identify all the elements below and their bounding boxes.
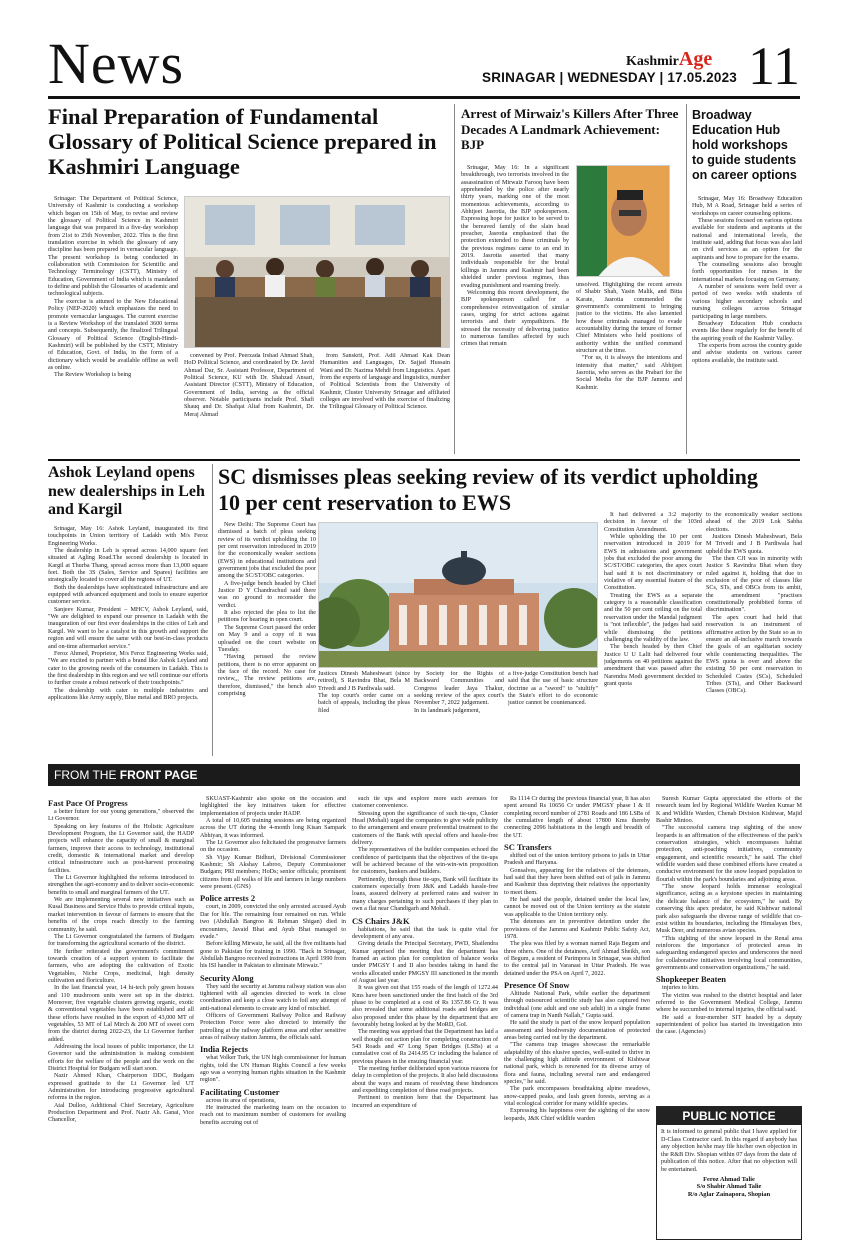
- continuation-paragraph: SKUAST-Kashmir also spoke on the occasion and highlighted the key initiatives taken for effective implementation of projects under HADP.: [200, 796, 346, 817]
- sc-paragraph: The bench headed by then Chief Justice U U Lalit had delivered four judgements on 40 petitions against the amendment that was passed after the Narendra Modi government decided to grant quota: [604, 644, 702, 687]
- continuation-paragraph: such tie ups and explore more such avenues for customer convenience.: [352, 796, 498, 810]
- lead-headline: Final Preparation of Fundamental Glossary of Political Science prepared in Kashmiri Language: [48, 104, 437, 179]
- sc-paragraph: New Delhi: The Supreme Court has dismissed a batch of pleas seeking review of its verdict upholding the 10 per cent reservation introduced in 2019 for the economically weaker sections (EWS) in educational institutions and government jobs that excluded the poor among the SC/ST/OBC categories.: [218, 522, 316, 580]
- continuation-paragraph: what Volker Turk, the UN high commissioner for human rights, told the UN Human Rights Council a few weeks ago was a worrying human rights situation in the Kashmir region".: [200, 1055, 346, 1084]
- continuation-paragraph: The Lt Governor congratulated the farmers of Budgam for transforming the agricultural scenario of the district.: [48, 933, 194, 948]
- brand-logo-age: Age: [678, 48, 713, 70]
- broadway-body: [692, 196, 802, 456]
- spokesperson-photo-image: [577, 166, 670, 277]
- continuation-paragraph: The detenues are in preventive detention under the provisions of the Jammu and Kashmir Public Safety Act, 1978.: [504, 919, 650, 940]
- sc-column-5: [706, 512, 802, 756]
- continuation-paragraph: Pertinently, through these tie-ups, Bank will facilitate its customers especially from J&K and Ladakh hassle-free loans, assured delivery at preferred rates and waiver in many charges pertaining to such purchases if they plan to own a flat near Chandigarh and Mohali.: [352, 876, 498, 913]
- ashok-body: [48, 526, 208, 751]
- workshop-photo: [184, 196, 450, 348]
- section-title: News: [48, 31, 185, 96]
- broadway-paragraph: The experts from across the country guide and advise students on various career options available, the institute said.: [692, 342, 802, 364]
- workshop-photo-image: [185, 197, 450, 348]
- continuation-paragraph: He said a four-member SIT headed by a deputy superintendent of police has started its investigation into the case. (Agencies): [656, 1014, 802, 1036]
- continuation-paragraph: Addressing the local issues of public importance, the Lt Governor said the administration is making consistent efforts for the welfare of the people and the work on the District Hospital for Budgam will start soon.: [48, 1044, 194, 1073]
- lead-column-3: from Sanskrit, Prof. Adil Ahmad Kak Dean Humanities and Languages, Dr. Sajjad Hussain Wani and Dr. Nazima Mehdi from Linguistics. Apart from the experts of language and linguistics, number of Political Scientists from the University of Kashmir, Cluster University Srinagar and affiliated colleges are involved with the exercise of finalizing the Trilingual Glossary of Political Science.: [320, 353, 450, 411]
- mirwaiz-headline: Arrest of Mirwaiz's Killers After Three Decades A Landmark Achievement: BJP: [461, 106, 679, 152]
- public-notice-body: It is informed to general public that I have applied for D-Class Contractor card. In this regard if anybody has any objection he/she may file his/her own objection in the R&B Div. Shopian within 07 days from the date of publication of this notice. After that no objection will be entertained.: [661, 1128, 797, 1173]
- continuation-subhead: India Rejects: [200, 1044, 248, 1055]
- continuation-paragraph: The Lt Governor highlighted the reforms introduced to strengthen the agri-economy and to deliver socio-economic benefits to small and marginal farmers of the UT.: [48, 875, 194, 896]
- continuation-paragraph: We are implementing several new initiatives such as Kusal Business and Service Hubs to provide critical inputs, market intervention in favour of farmers to ensure that the benefits of the crops reach directly to the farming community, he said.: [48, 897, 194, 933]
- dateline: SRINAGAR | WEDNESDAY | 17.05.2023: [482, 70, 737, 85]
- broadway-headline: Broadway Education Hub hold workshops to guide students on career options: [692, 108, 797, 182]
- masthead-rule: [48, 96, 800, 99]
- front-page-banner-label: FRONT PAGE: [119, 768, 198, 782]
- continuation-paragraph: The plea was filed by a woman named Raja Begum and three others. One of the detainees, Arif Ahmad Sheikh, son of Begum, a resident of Parimpora in Srinagar, was shifted to the central jail in Varanasi in Uttar Pradesh. He was detained under the PSA on April 7, 2022.: [504, 941, 650, 977]
- brand-logo: [626, 48, 712, 71]
- sc-paragraph: The Supreme Court passed the order on May 9 and a copy of it was uploaded on the court website on Tuesday.: [218, 624, 316, 653]
- continuation-paragraph: "The successful camera trap sighting of the snow leopards is an affirmation of the effectiveness of the park's conservation strategies, which encompasses habitat protection, anti-poaching initiatives, community engagement, and scientific research," he said. The chief wildlife warden said these combined efforts have created a conducive environment for the snow leopard population to flourish within the park's boundaries and adjoining areas.: [656, 825, 802, 883]
- continuation-paragraph: Pertinent to mention here that the Department has incurred an expenditure of: [352, 1095, 498, 1109]
- continuation-subhead: Presence Of Snow: [504, 979, 570, 990]
- continuation-paragraph: Speaking on key features of the Holistic Agriculture Development Program, the Lt Governor said, the HADP projects will enhance the capacity of small & marginal farmers, improve their access to technology, institutional credit, domestic & international market and develop critical infrastructure such as post-harvest processing facilities.: [48, 823, 194, 874]
- ashok-paragraph: Srinagar, May 16: Ashok Leyland, inaugurated its first touchpoints in Union territory of Ladakh with M/s Feroz Engineering Works.: [48, 526, 208, 547]
- continuation-subhead: Security Along: [200, 972, 254, 983]
- continuation-column-5: [656, 796, 802, 1086]
- ashok-paragraph: Both the dealerships have sophisticated infrastructure and are equipped with advanced equipment and tools to ensure superior customer service.: [48, 584, 208, 606]
- sc-column-1: [218, 522, 316, 742]
- ashok-paragraph: Sanjeev Kumar, President – MHCV, Ashok Leyland, said, "We are delighted to expand our presence in Ladakh with the inauguration of our first ever dealerships in the cities of Leh and Kargil. We want to be a catalyst in this growth and support the region and will ensure the same with our best-in-class products and on-time aftermarket service.": [48, 606, 208, 650]
- continuation-paragraph: Expressing his happiness over the sighting of the snow leopards, J&K Chief wildlife warden: [504, 1108, 650, 1122]
- continuation-paragraph: A total of 10,605 training sessions are being organized across the UT during the 4-month long Kisan Sampark Abhiyan, it was informed.: [200, 818, 346, 839]
- continuation-paragraph: Rs 1114 Cr during the previous financial year, It has also spent around Rs 10656 Cr under PMGSY phase I & II completing record number of 2781 Roads and 186 LSBs of the cumulative length of about 17800 Kms thereby connecting 2096 habitations in the length and breadth of the UT.: [504, 796, 650, 839]
- continuation-paragraph: a better future for our young generations," observed the Lt Governor.: [48, 809, 194, 823]
- mirwaiz-paragraph: "For us, it is always the intentions and intensity that matter," said Abhijeet Jasrotia, who serves as the Prabari for the Social Media for the BJP Jammu and Kashmir.: [576, 355, 682, 391]
- sc-paragraph: to the economically weaker sections ahead of the 2019 Lok Sabha elections.: [706, 512, 802, 533]
- continuation-paragraph: The park encompasses breathtaking alpine meadows, snow-capped peaks, and lush green forests, serving as a vital ecological corridor for many wildlife species.: [504, 1086, 650, 1108]
- continuation-paragraph: He instructed the marketing team on the occasion to reach out to maximum number of customers for availing benefits accruing out of: [200, 1105, 346, 1126]
- sc-paragraph: While upholding the 10 per cent reservation introduced in 2019 for EWS in admissions and government jobs that excluded the poor among the SC/ST/OBC categories, the apex court had said it is not discriminatory or violative of any essential feature of the Constitution.: [604, 534, 702, 592]
- continuation-paragraph: across its area of operations,: [206, 1097, 276, 1104]
- continuation-paragraph: The meeting was apprised that the Department has laid a well thought out action plan for completing construction of 543 Roads and 47 Long Span Bridges (LSBs) at a cumulative cost of Rs 2414.95 Cr including the balance of previous phases in the ensuing financial year.: [352, 1029, 498, 1065]
- sc-paragraph: It had delivered a 3:2 majority decision in favour of the 103rd Constitution Amendment.: [604, 512, 702, 533]
- continuation-paragraph: He said the study is part of the snow leopard population assessment and biodiversity documentation of protected areas being carried out by the department.: [504, 1020, 650, 1041]
- lead-column-1: [48, 196, 178, 456]
- signature-line: Feroz Ahmad Talie: [703, 1175, 755, 1183]
- spokesperson-photo: [576, 165, 670, 277]
- broadway-paragraph: A number of sessions were held over a period of two weeks with students of various higher secondary schools and nursing colleges across Srinagar participating in large numbers.: [692, 284, 802, 320]
- mirwaiz-column-2: [576, 282, 682, 455]
- lead-paragraph: The Review Workshop is being: [54, 372, 132, 379]
- ashok-paragraph: Feroz Ahmed, Proprietor, M/s Feroz Engineering Works said, "We are excited to partner with a brand like Ashok Leyland and cater to the growing needs of the consumers in Ladakh. This is the first dealership in this region and we will continue our efforts to further create a robust network of their touchpoints.": [48, 650, 208, 687]
- sc-paragraph: A five-judge bench headed by Chief Justice D Y Chandrachud said there was no ground to reconsider the verdict.: [218, 580, 316, 609]
- continuation-paragraph: It was given out that 155 roads of the length of 1272.44 Kms have been sanctioned under the first batch of the 3rd phase to be completed at a cost of Rs 1357.86 Cr. It was also revealed that some additional roads and bridges are also proposed under this phase by the department that are favourably being looked at by the MoRD, GoI.: [352, 985, 498, 1028]
- continuation-paragraph: The Lt Governor also felicitated the progressive farmers on the occasion.: [200, 840, 346, 854]
- continuation-subhead: CS Chairs J&K: [352, 915, 410, 926]
- sc-column-3b: a five-judge Constitution bench had said that the use of basic structure doctrine as a "sword" to "stultify" the State's effort to do economic justice cannot be countenanced.: [508, 671, 598, 707]
- front-page-banner-prefix: FROM THE: [54, 768, 120, 782]
- continuation-paragraph: "The snow leopard holds immense ecological significance, acting as a keystone species in maintaining the delicate balance of the ecosystem," he said. By conserving this apex predator, he said Kishtwar national park also safeguards the diverse range of wildlife that co-exist within its boundaries, including the Himalayan Ibex, Musk Deer, and numerous avian species.: [656, 884, 802, 935]
- continuation-paragraph: He had said the people, detained under the local law, cannot be moved out of the Union territory as the statute was applicable to the Union territory only.: [504, 897, 650, 918]
- public-notice-signature: [657, 1176, 801, 1199]
- continuation-paragraph: Giving details the Principal Secretary, PWD, Shailendra Kumar apprised the meeting that the department has framed an action plan for completion of balance works under PMGSY I and II also besides taking in hand the works allocated under PMGSY III sanctioned in the month of August last year.: [352, 941, 498, 984]
- continuation-paragraph: Altitude National Park, while earlier the department through outsourced scientific study has also captured two individual (one adult and one sub adult) in a single frame of camera trap in Nanth Nallah," Gupta said.: [504, 990, 650, 1019]
- sc-paragraph: Treating the EWS as a separate category is a reasonable classification and the 50 per cent ceiling on the total reservation under the Mandal judgment is "not inflexible", the judges had said while dismissing the petitions challenging the validity of the law.: [604, 592, 702, 643]
- sc-paragraph: It also rejected the plea to list the petitions for hearing in open court.: [218, 610, 316, 624]
- sc-column-1b: Justices Dinesh Maheshwari (since retired), S Ravindra Bhat, Bela M Trivedi and J B Pardiwala said. The top court's order came on a batch of appeals, including the pleas filed: [318, 671, 410, 714]
- mirwaiz-paragraph: Srinagar, May 16: In a significant breakthrough, two terrorists involved in the assassination of Mirwaiz Farooq have been apprehended by the police after nearly thirty years, marking one of the most momentous achievements, according to Abhijeet Jasrotia, the BJP spokesperson. Expressing hope for justice to be served to the bereaved family of the slain head preacher, Jasrotia emphasized that the protection extended to these criminals by the previous regimes came to an end in 2019. Jasrotia asserted that many individuals responsible for the brutal killings in Jammu and Kashmir had been shielded under previous regimes, thus evading punishment and roaming freely.: [461, 165, 569, 289]
- continuation-subhead: Shopkeeper Beaten: [656, 974, 726, 985]
- column-divider: [212, 464, 213, 756]
- continuation-paragraph: Nazir Ahmed Khan, Chairperson DDC, Budgam expressed gratitude to the Lt Governor led UT Administration for introducing progressive agricultural reforms in the region.: [48, 1073, 194, 1102]
- continuation-paragraph: Officers of Government Railway Police and Railway Protection Force were also directed to intensify the patrolling at the railway platform areas and other sensitive areas of railway station Jammu, the officials said.: [200, 1012, 346, 1041]
- public-notice: [656, 1106, 802, 1240]
- continuation-subhead: Police arrests 2: [200, 893, 256, 904]
- sc-paragraph: Justices Dinesh Maheshwari, Bela M Trivedi and J B Pardiwala had upheld the EWS quota.: [706, 534, 802, 555]
- continuation-paragraph: "This sighting of the snow leopard in the Renal area reinforces the importance of protected areas in safeguarding endangered species and underscores the need for collaborative initiatives involving local communities, governments and conservation organizations," he said.: [656, 935, 802, 971]
- continuation-paragraph: Atal Dulloo, Additional Chief Secretary, Agriculture Production Department and Prof. Nazir Ah. Ganai, Vice Chancellor,: [48, 1102, 194, 1124]
- sc-column-4: [604, 512, 702, 756]
- ashok-paragraph: The dealership with cater to multiple industries and applications like Army supply, Blue metal and BRO projects.: [48, 687, 208, 701]
- continuation-paragraph: The meeting further deliberated upon various reasons for delay in completion of the projects. It also held discussions about the ways and means of resolving these hindrances and expediting completion of these road projects.: [352, 1066, 498, 1095]
- brand-logo-kashmir: Kashmir: [626, 54, 679, 69]
- continuation-column-3: [352, 796, 498, 1240]
- continuation-paragraph: Stressing upon the significance of such tie-ups, Cluster Head (Mohali) urged the companies to give wide publicity to the arrangement and ensure preferential treatment to the customers of the Bank with special offers and hassle-free delivery.: [352, 810, 498, 847]
- public-notice-title: PUBLIC NOTICE: [657, 1107, 801, 1125]
- continuation-paragraph: In the last financial year, 14 hi-tech poly green houses and 110 mushroom units were set up in the district. Moreover, five vegetable clusters growing organic, exotic & conventional vegetables have been established and all these efforts have resulted in the export of 43,000 MT of vegetables, 53 MT of Lal Mirch & 200 MT of sweet corn from the district during 2022-23, the Lt Governor further added.: [48, 985, 194, 1043]
- continuation-paragraph: Gonsalves, appearing for the relatives of the detenues, had said that they have been shifted out of jails in Jammu and Kashmir thus depriving their relatives the opportunity to meet them.: [504, 867, 650, 896]
- mirwaiz-paragraph: unsolved. Highlighting the recent arrests of Shabir Shah, Yasin Malik, and Bitta Karate, Jasrotia commended the government's commitment to bringing justice to the victims. He also lamented how these criminals managed to evade accountability during the tenure of former Chief Ministers who held positions of authority within the unified command structure at the time.: [576, 282, 682, 355]
- broadway-paragraph: The counseling sessions also brought forth opportunities for nurses in the international markets focusing on Germany.: [692, 262, 802, 283]
- continuation-column-1: [48, 796, 194, 1240]
- signature-line: S/o Shabir Ahmad Talie: [696, 1183, 762, 1191]
- continuation-column-2: [200, 796, 346, 1240]
- continuation-paragraph: Before killing Mirwaiz, he said, all the five militants had gone to Pakistan for training in 1990. "Back in Srinagar, Abdullah Bangroo received instructions in April 1990 from his ISI handler in Pakistan to eliminate Mirwaiz.": [200, 941, 346, 970]
- page-number: 11: [748, 36, 800, 96]
- continuation-paragraph: The victim was rushed to the district hospital and later referred to the Government Medical College, Jammu where he succumbed to internal injuries, the official said.: [656, 992, 802, 1014]
- lead-paragraph: Srinagar: The Department of Political Science, University of Kashmir is conducting a workshop which began on 15th of May, to revise and review the glossary of Political Science in Kashmiri language that was prepared in a five-day workshop from 21st to 25th November, 2022. This is the first translation exercise in which the glossary of any discipline has been prepared in vernacular language. The present workshop is being conducted in collaboration with Commission for Scientific and Technology Terminology (CSTT), Ministry of Education, Government of India which is mandated to define and publish the Glossaries of academic and technological subjects.: [48, 196, 178, 298]
- continuation-paragraph: "The camera trap images showcase the remarkable adaptability of this elusive species, well-suited to thrive in the challenging high altitude environment of Kishtwar national park, which is renowned for its diverse array of flora and fauna, including several rare and endangered species," he said.: [504, 1042, 650, 1086]
- broadway-paragraph: Srinagar, May 16: Broadway Education Hub, M A Road, Srinagar held a series of workshops on career counseling options.: [692, 196, 802, 217]
- continuation-paragraph: injuries to him.: [662, 985, 700, 992]
- continuation-subhead: SC Transfers: [504, 842, 552, 853]
- continuation-subhead: Facilitating Customer: [200, 1086, 280, 1097]
- supreme-court-photo-image: [319, 523, 598, 668]
- continuation-subhead: Fast Pace Of Progress: [48, 798, 128, 808]
- lead-paragraph: The exercise is attuned to the New Educational Policy (NEP-2020) which emphasizes the need to promote vernacular languages. The current exercise is a Review Workshop of the translated 3600 terms and concepts. Subsequently, the finalized Trilingual Glossary of Political Science (English-Hindi-Kashmiri) will be published by the CSTT, Ministry of Education, Govt. of India, in the form of a dictionary which would be available offline as well as online.: [48, 298, 178, 371]
- sc-paragraph: The then CJI was in minority with Justice S Ravindra Bhat when they ruled against it, holding that due to exclusion of the poor of classes like SCs, STs, and OBCs from its ambit, the amendment "practises constitutionally prohibited forms of discrimination".: [706, 556, 802, 614]
- continuation-paragraph: court, in 2009, convicted the only arrested accused Ayub Dar for life. The remaining four remained on run. While two (Abdullah Bangroo & Rehman Shigan) died in encounters, Javaid Bhat and Ayub Bhat managed to evade.": [200, 904, 346, 940]
- sc-headline: SC dismisses pleas seeking review of its verdict upholding 10 per cent reservation to EWS: [218, 464, 758, 515]
- ashok-paragraph: The dealership in Leh is spread across 14,000 square feet situated at Agling Road.The second dealership is located in Kargil at Thurba Thang, spread across more than 13,000 square feet. Both the 3S (Sales, Service and Spares) facilities are strategically located to cover all the regions of UT.: [48, 548, 208, 584]
- mirwaiz-paragraph: Welcoming this recent development, the BJP spokesperson called for a comprehensive reinvestigation of similar cases, urging for strict actions against terrorists and their sympathizers. He stressed the necessity of delivering justice to numerous families affected by such crimes that remain: [461, 289, 569, 348]
- continuation-paragraph: habitations, he said that the task is quite vital for development of any area.: [352, 926, 498, 940]
- continuation-paragraph: shifted out of the union territory prisons to jails in Uttar Pradesh and Haryana.: [504, 853, 650, 867]
- continuation-paragraph: They said the security at Jammu railway station was also tightened with all agencies directed to work in close coordination and keep a close watch to foil any attempt of anti-national elements to create any kind of mischief.: [200, 983, 346, 1012]
- sc-column-2b: by Society for the Rights of Backward Communities and Congress leader Jaya Thakur, seeking review of the apex court's November 7, 2022 judgement. In its landmark judgement,: [414, 671, 504, 714]
- continuation-column-4: [504, 796, 650, 1240]
- supreme-court-photo: [318, 522, 598, 668]
- lead-column-2: convened by Prof. Peerzada Irshad Ahmad Shah, HoD Political Science, and coordinated by Dr. Javid Ahmad Dar, Sr. Assistant Professor, Department of Political Science, KU with Dr. Shahzad Ansari, Assistant Director (CSTT), Ministry of Education, Government of India, serving as the official observer. Notable participants include Prof. Shafi Shauq and Dr. Shafqat Altaf from Kashmiri, Dr. Meraj Ahmad: [184, 353, 314, 418]
- mirwaiz-column-1: [461, 165, 569, 455]
- continuation-paragraph: Suresh Kumar Gupta appreciated the efforts of the research team led by Regional Wildlife Warden Kumar M K and Wildlife Warden, Chenab Division Kishtwar, Majid Bashir Mintoo.: [656, 796, 802, 825]
- sc-paragraph: The apex court had held that reservation is an instrument of affirmative action by the State so as to ensure an all-inclusive march towards the goals of an egalitarian society while counteracting inequalities. The EWS quota is over and above the existing 50 per cent reservation to Scheduled Castes (SCs), Scheduled Tribes (STs), and Other Backward Classes (OBCs).: [706, 614, 802, 695]
- front-page-banner: [48, 764, 800, 786]
- ashok-headline: Ashok Leyland opens new dealerships in Leh and Kargil: [48, 464, 205, 518]
- continuation-paragraph: The representatives of the builder companies echoed the confidence of participants that the objectives of the tie-ups will be achieved because of the win-win-win proposition for customers, bankers and builders.: [352, 847, 498, 876]
- broadway-paragraph: These sessions focused on various options available for students and aspirants at the national and international levels, the institute said, adding that focus was also laid on civil services as an option for the aspirants and how to prepare for the exams.: [692, 218, 802, 261]
- section-rule: [48, 459, 800, 461]
- broadway-paragraph: Broadway Education Hub conducts events like these regularly for the benefit of the aspiring youth of the Kashmir Valley.: [692, 320, 802, 342]
- continuation-paragraph: Sh Vijay Kumar Bidhuri, Divisional Commissioner Kashmir; Sh Akshay Labroo, Deputy Commissioner Budgam; PRI members; HoDs; senior officials; prominent citizens from all walks of life and farmers in large numbers were present. (GNS): [200, 854, 346, 891]
- sc-paragraph: "Having perused the review petitions, there is no error apparent on the face of the record. No case for review,,, The review petitions are, therefore, dismissed," the bench also comprising: [218, 654, 316, 697]
- column-divider: [454, 104, 455, 454]
- continuation-paragraph: He further reiterated the government's commitment towards creation of a support system to facilitate the farmers, who are adopting the cultivation of Exotic Vegetables, Niche Crops, medicinal, high density cultivation and floriculture.: [48, 948, 194, 984]
- column-divider: [686, 104, 687, 454]
- signature-line: R/o Aglar Zainapora, Shopian: [687, 1191, 771, 1199]
